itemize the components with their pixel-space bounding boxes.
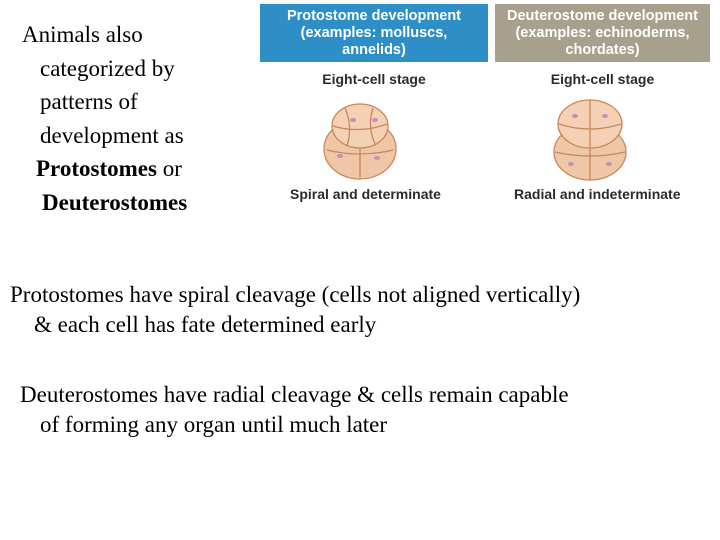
nucleus-2 — [602, 114, 608, 118]
nucleus-1 — [350, 118, 356, 122]
protostomes-term: Protostomes — [36, 156, 157, 181]
protostome-stage-label: Eight-cell stage — [322, 71, 426, 87]
intro-text — [22, 18, 252, 219]
deuterostome-caption: Radial and indeterminate — [514, 186, 681, 202]
protostome-header — [260, 4, 488, 62]
protostome-paragraph-line-1: Protostomes have spiral cleavage (cells not aligned vertically) — [10, 282, 581, 307]
deuterostome-examples-2: chordates) — [565, 41, 640, 58]
intro-line-1: Animals also — [22, 22, 143, 47]
nucleus-2 — [372, 118, 378, 122]
protostome-paragraph — [10, 280, 580, 340]
development-figure — [260, 4, 710, 209]
protostome-title: Protostome development — [286, 7, 462, 24]
protostome-examples-2: annelids) — [342, 41, 406, 58]
nucleus-1 — [572, 114, 578, 118]
radial-cleavage-embryo — [545, 94, 635, 184]
protostome-examples-1: (examples: molluscs, — [300, 24, 448, 41]
deuterostomes-term: Deuterostomes — [42, 189, 188, 215]
deuterostome-examples-1: (examples: echinoderms, — [515, 24, 690, 41]
nucleus-4 — [606, 162, 612, 166]
deuterostome-title: Deuterostome development — [507, 7, 698, 24]
intro-or: or — [162, 156, 182, 181]
nucleus-3 — [568, 162, 574, 166]
deuterostome-header — [495, 4, 710, 62]
deuterostome-stage-label: Eight-cell stage — [550, 71, 655, 87]
deuterostome-paragraph — [20, 380, 569, 440]
spiral-cleavage-embryo — [315, 94, 405, 184]
intro-line-3: patterns of — [40, 89, 138, 114]
deuterostome-paragraph-line-2: of forming any organ until much later — [40, 412, 388, 437]
nucleus-4 — [374, 156, 380, 160]
protostome-caption: Spiral and determinate — [290, 186, 441, 202]
intro-line-6 — [22, 186, 252, 220]
protostome-paragraph-line-2: & each cell has fate determined early — [34, 312, 377, 337]
nucleus-3 — [337, 154, 343, 158]
intro-line-2: categorized by — [40, 55, 175, 81]
intro-line-5 — [22, 152, 252, 186]
deuterostome-paragraph-line-1: Deuterostomes have radial cleavage & cells remain capable — [20, 382, 569, 407]
intro-line-4: development as — [40, 122, 184, 148]
